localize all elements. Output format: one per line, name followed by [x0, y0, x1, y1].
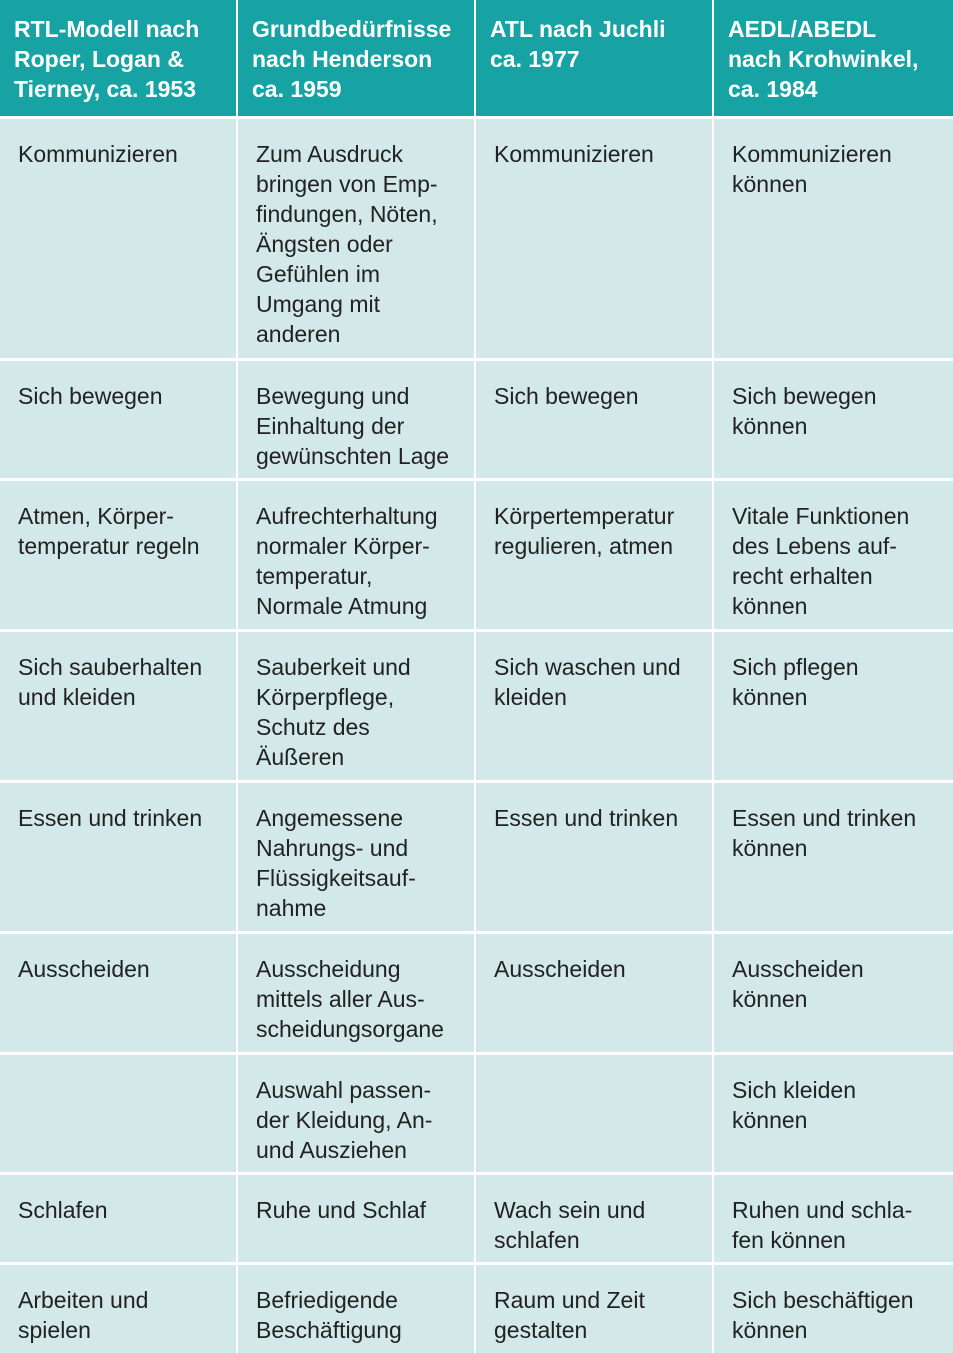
cell-hygiene-krohwinkel: Sich pflegen können: [714, 632, 953, 780]
cell-breathing-krohwinkel: Vitale Funktionen des Lebens auf- recht erhalten können: [714, 481, 953, 629]
header-juchli: ATL nach Juchli ca. 1977: [476, 0, 712, 116]
cell-hygiene-rtl: Sich sauberhalten und kleiden: [0, 632, 236, 780]
cell-eating-rtl: Essen und trinken: [0, 783, 236, 931]
cell-movement-rtl: Sich bewegen: [0, 361, 236, 478]
cell-breathing-juchli: Körpertemperatur regulieren, atmen: [476, 481, 712, 629]
header-henderson: Grundbedürfnisse nach Henderson ca. 1959: [238, 0, 474, 116]
cell-eating-henderson: Angemessene Nahrungs- und Flüssigkeitsauf- nahme: [238, 783, 474, 931]
cell-work-juchli: Raum und Zeit gestalten: [476, 1265, 712, 1353]
header-krohwinkel: AEDL/ABEDL nach Krohwinkel, ca. 1984: [714, 0, 953, 116]
cell-communication-juchli: Kommunizieren: [476, 119, 712, 358]
cell-clothing-krohwinkel: Sich kleiden können: [714, 1055, 953, 1172]
cell-hygiene-juchli: Sich waschen und kleiden: [476, 632, 712, 780]
cell-excretion-krohwinkel: Ausscheiden können: [714, 934, 953, 1052]
cell-eating-krohwinkel: Essen und trinken können: [714, 783, 953, 931]
cell-communication-krohwinkel: Kommunizieren können: [714, 119, 953, 358]
cell-communication-henderson: Zum Ausdruck bringen von Emp- findungen, Nöten, Ängsten oder Gefühlen im Umgang mit anderen: [238, 119, 474, 358]
cell-communication-rtl: Kommunizieren: [0, 119, 236, 358]
cell-excretion-henderson: Ausscheidung mittels aller Aus- scheidungsorgane: [238, 934, 474, 1052]
cell-sleep-krohwinkel: Ruhen und schla- fen können: [714, 1175, 953, 1262]
cell-sleep-henderson: Ruhe und Schlaf: [238, 1175, 474, 1262]
cell-work-rtl: Arbeiten und spielen: [0, 1265, 236, 1353]
cell-breathing-henderson: Aufrechterhaltung normaler Körper- temperatur, Normale Atmung: [238, 481, 474, 629]
cell-sleep-juchli: Wach sein und schlafen: [476, 1175, 712, 1262]
cell-work-henderson: Befriedigende Beschäftigung: [238, 1265, 474, 1353]
cell-movement-juchli: Sich bewegen: [476, 361, 712, 478]
cell-movement-krohwinkel: Sich bewegen können: [714, 361, 953, 478]
cell-sleep-rtl: Schlafen: [0, 1175, 236, 1262]
cell-eating-juchli: Essen und trinken: [476, 783, 712, 931]
cell-movement-henderson: Bewegung und Einhaltung der gewünschten Lage: [238, 361, 474, 478]
cell-clothing-henderson: Auswahl passen- der Kleidung, An- und Ausziehen: [238, 1055, 474, 1172]
cell-work-krohwinkel: Sich beschäftigen können: [714, 1265, 953, 1353]
cell-breathing-rtl: Atmen, Körper- temperatur regeln: [0, 481, 236, 629]
cell-excretion-rtl: Ausscheiden: [0, 934, 236, 1052]
header-rtl-model: RTL-Modell nach Roper, Logan & Tierney, ca. 1953: [0, 0, 236, 116]
cell-clothing-juchli: [476, 1055, 712, 1172]
cell-excretion-juchli: Ausscheiden: [476, 934, 712, 1052]
cell-hygiene-henderson: Sauberkeit und Körperpflege, Schutz des Äußeren: [238, 632, 474, 780]
cell-clothing-rtl: [0, 1055, 236, 1172]
